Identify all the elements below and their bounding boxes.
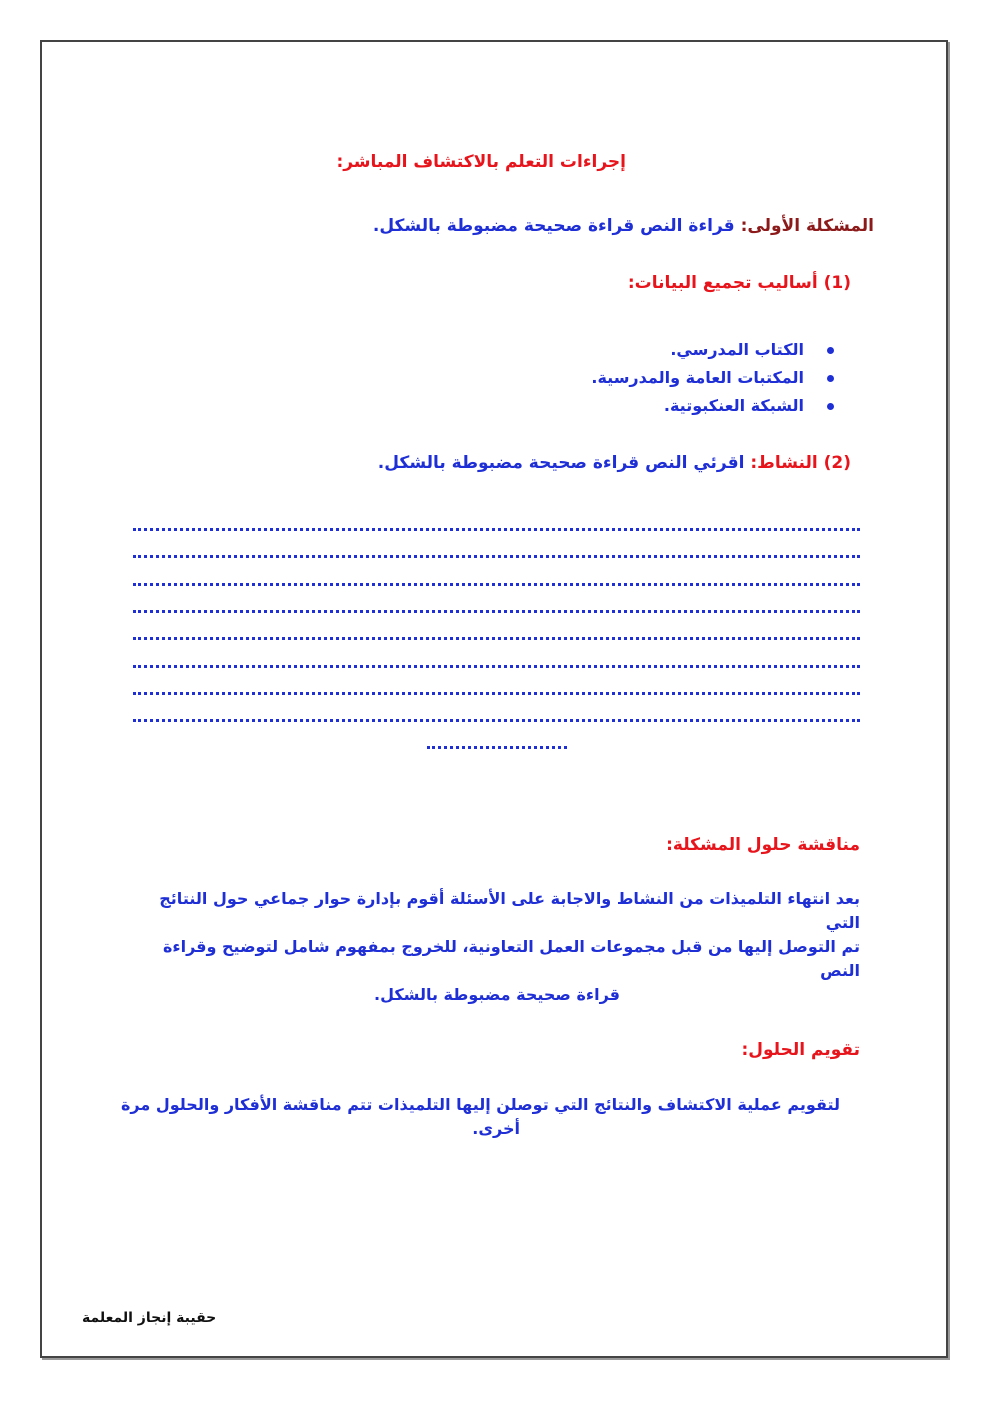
list-item <box>591 392 834 420</box>
sources-list <box>591 336 834 420</box>
list-item-text: الشبكة العنكبوتية. <box>663 396 804 415</box>
answer-line <box>133 719 860 722</box>
page-title: إجراءات التعلم بالاكتشاف المباشر: <box>336 152 626 172</box>
list-item <box>591 364 834 392</box>
answer-line-short <box>427 746 567 749</box>
answer-line <box>133 637 860 640</box>
paragraph-line: لتقويم عملية الاكتشاف والنتائج التي توصلن إليها التلميذات تتم مناقشة الأفكار والحلول مرة <box>120 1095 840 1114</box>
evaluation-heading: تقويم الحلول: <box>741 1040 860 1060</box>
problem-text: قراءة النص قراءة صحيحة مضبوطة بالشكل. <box>372 216 741 236</box>
paragraph-line: أخرى. <box>472 1119 520 1138</box>
answer-line <box>133 610 860 613</box>
bullet-icon <box>827 375 834 382</box>
list-item <box>591 336 834 364</box>
bullet-icon <box>827 347 834 354</box>
paragraph-line: بعد انتهاء التلميذات من النشاط والاجابة على الأسئلة أقوم بإدارة حوار جماعي حول النتائج التي <box>159 889 860 932</box>
paragraph-line: تم التوصل إليها من قبل مجموعات العمل التعاونية، للخروج بمفهوم شامل لتوضيح وقراءة النص <box>162 937 860 980</box>
section-2-text: اقرئي النص قراءة صحيحة مضبوطة بالشكل. <box>377 453 751 473</box>
section-2-number: (2) <box>823 453 851 473</box>
bullet-icon <box>827 403 834 410</box>
section-1-title: أساليب تجميع البيانات: <box>627 273 824 293</box>
answer-line <box>133 555 860 558</box>
section-data-collection-heading <box>628 273 851 293</box>
section-activity-heading <box>378 453 851 473</box>
discussion-paragraph <box>120 887 860 1007</box>
evaluation-paragraph <box>120 1093 840 1141</box>
page-border <box>40 40 948 1358</box>
section-1-number: (1) <box>823 273 851 293</box>
problem-statement <box>373 216 874 236</box>
answer-line <box>133 692 860 695</box>
answer-line <box>133 583 860 586</box>
paragraph-line: قراءة صحيحة مضبوطة بالشكل. <box>374 985 620 1004</box>
answer-line <box>133 528 860 531</box>
list-item-text: الكتاب المدرسي. <box>670 340 804 359</box>
footer-text: حقيبة إنجاز المعلمة <box>82 1310 217 1326</box>
list-item-text: المكتبات العامة والمدرسية. <box>591 368 804 387</box>
answer-line <box>133 665 860 668</box>
discussion-heading: مناقشة حلول المشكلة: <box>666 835 860 855</box>
section-2-label: النشاط: <box>750 453 824 473</box>
problem-label: المشكلة الأولى: <box>740 216 874 236</box>
